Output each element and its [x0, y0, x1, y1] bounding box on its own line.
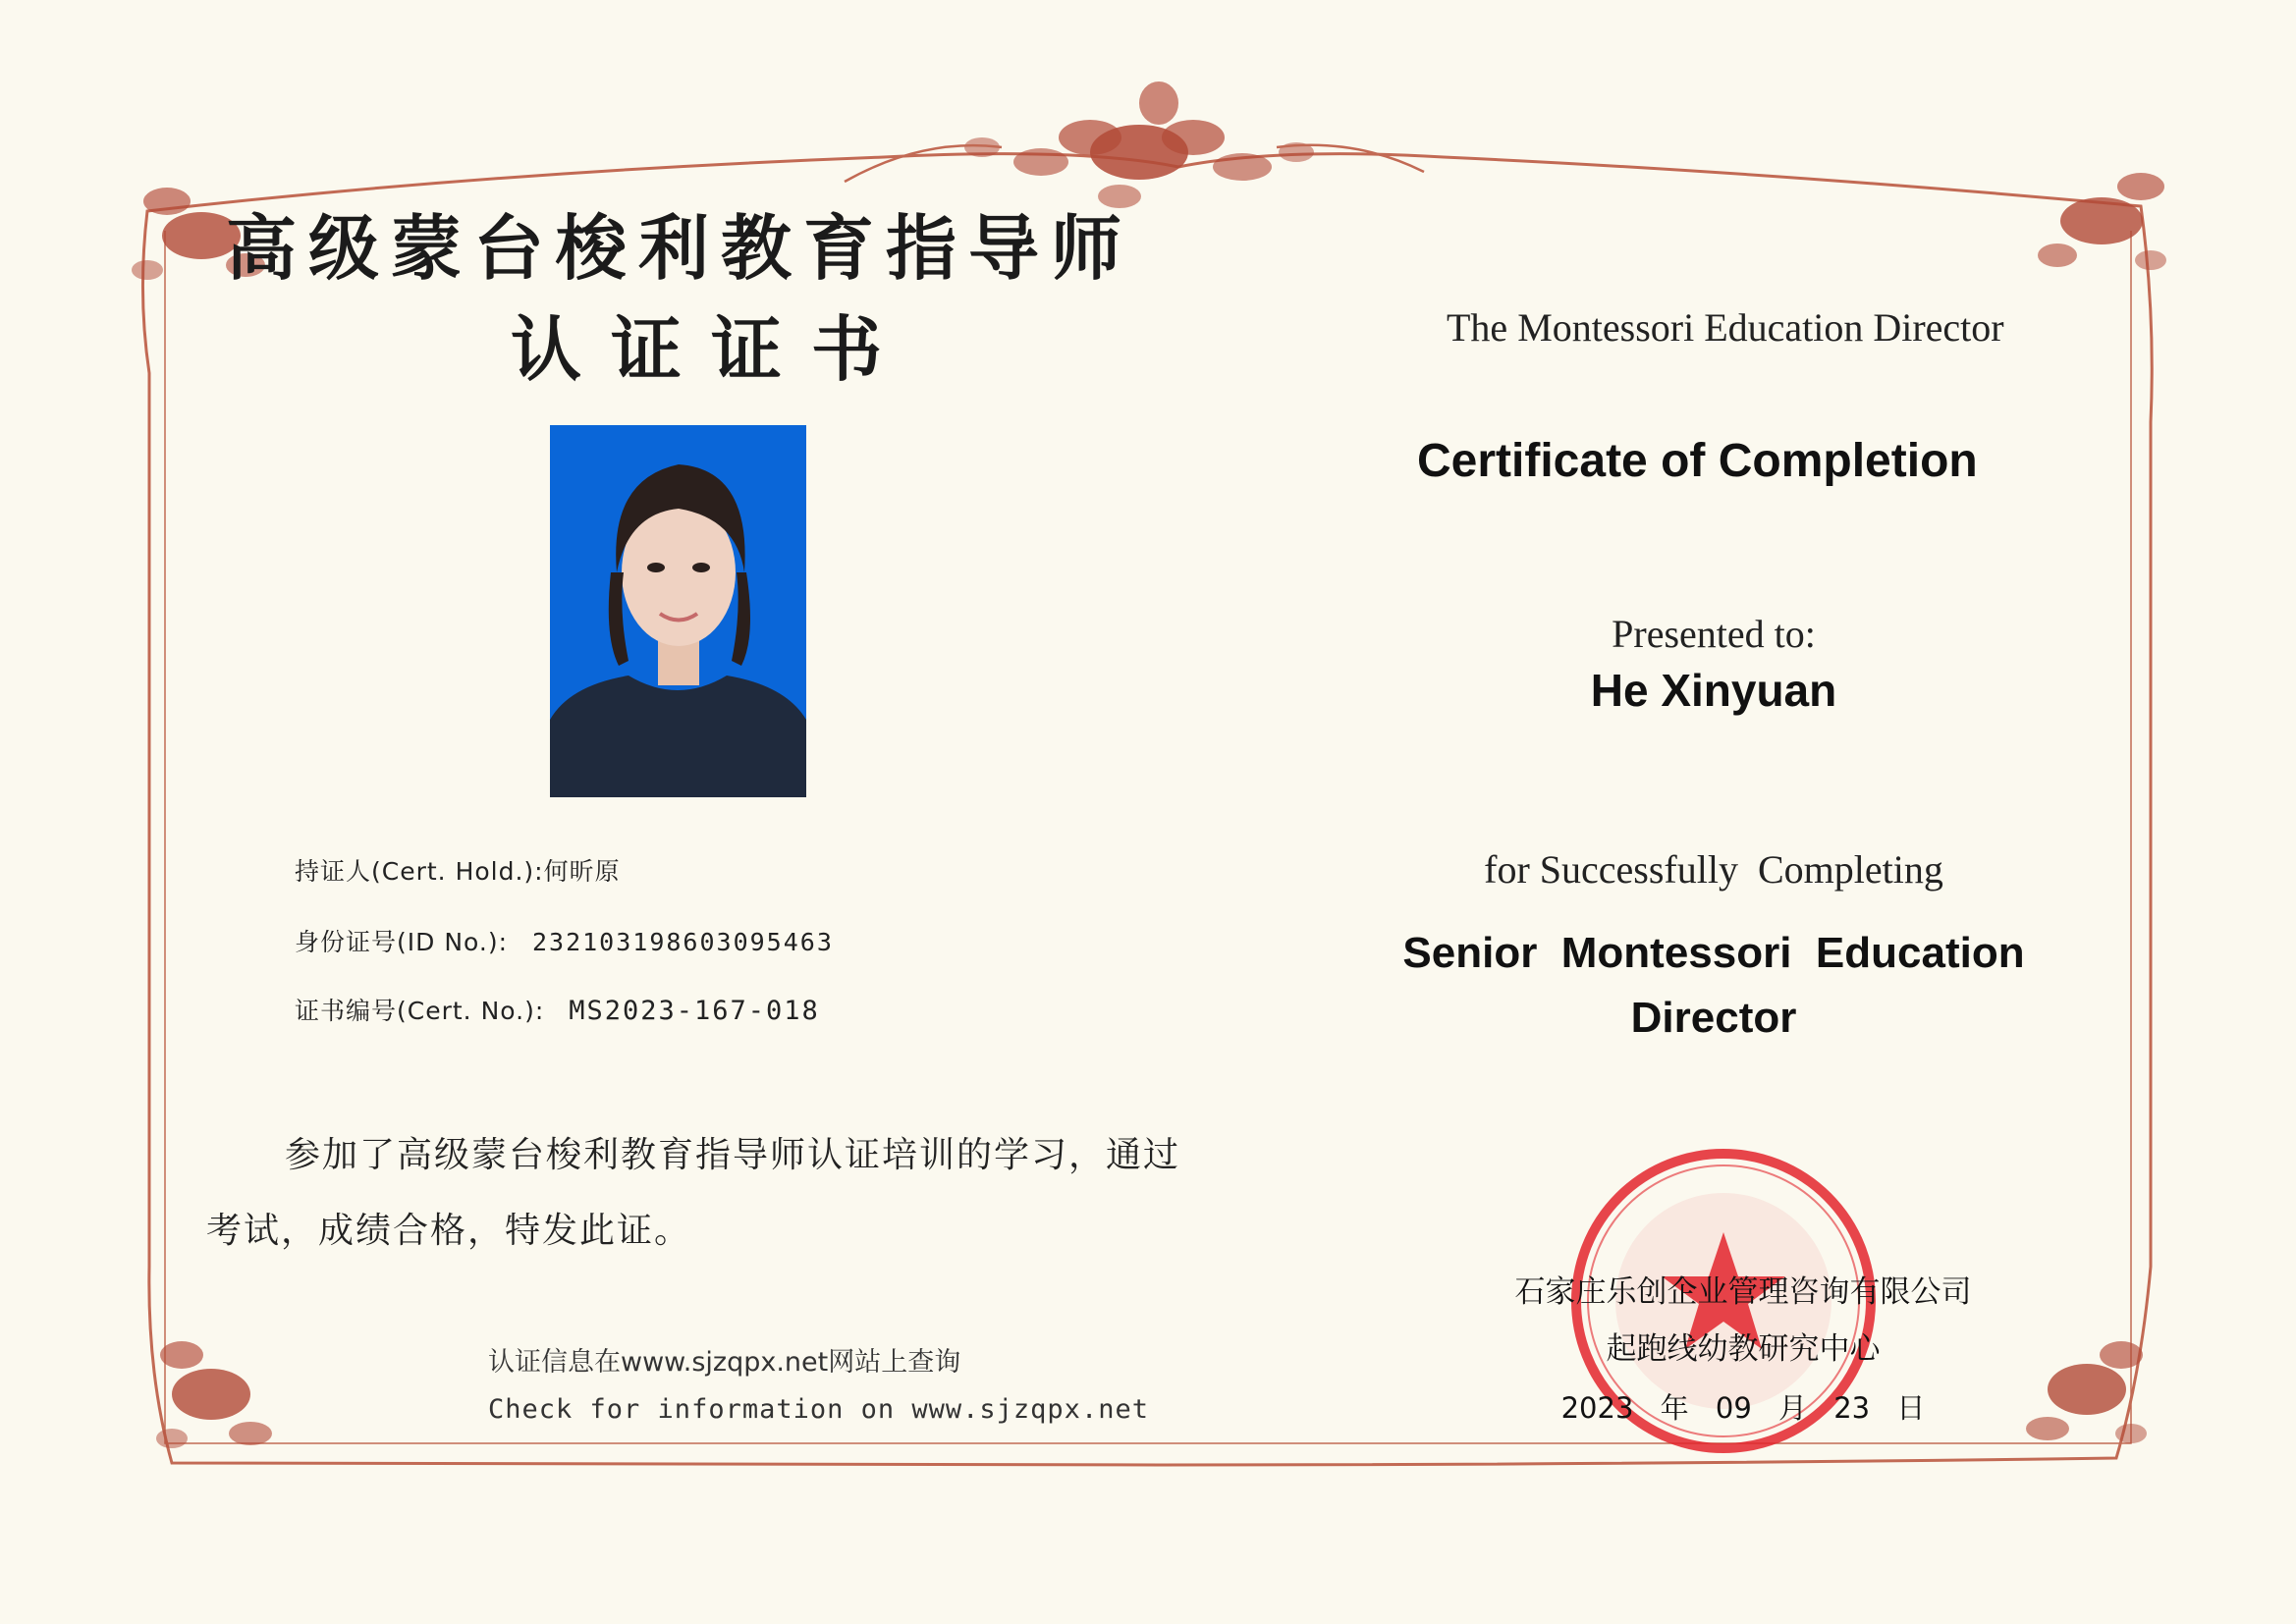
- body-line-1: 参加了高级蒙台梭利教育指导师认证培训的学习，通过: [285, 1135, 1181, 1175]
- issuer-line-1: 石家庄乐创企业管理咨询有限公司: [1514, 1274, 1972, 1310]
- date-month: 09: [1715, 1391, 1752, 1425]
- subtitle-cn: 认证证书: [511, 308, 912, 391]
- date-month-unit: 月: [1778, 1391, 1808, 1425]
- portrait-image: [550, 425, 806, 797]
- holder-name-cn: 何昕原: [543, 857, 621, 886]
- holder-name-en: He Xinyuan: [1590, 665, 1837, 716]
- issue-date: [1399, 1386, 2087, 1427]
- en-title: Certificate of Completion: [1417, 435, 1978, 487]
- completing-label: for Successfully Completing: [1484, 847, 1943, 892]
- date-year: 2023: [1560, 1391, 1634, 1425]
- date-day-unit: 日: [1896, 1391, 1926, 1425]
- cert-no-info-line: [295, 992, 820, 1027]
- holder-photo: [550, 425, 806, 797]
- presented-label: Presented to:: [1612, 612, 1816, 656]
- cert-no-label: 证书编号(Cert. No.):: [295, 997, 545, 1025]
- corner-floral-bottom-left: [156, 1341, 272, 1448]
- verify-en: Check for information on www.sjzqpx.net: [488, 1394, 1149, 1425]
- holder-label: 持证人(Cert. Hold.):: [295, 857, 544, 886]
- issuer-line-2: 起跑线幼教研究中心: [1606, 1331, 1881, 1367]
- corner-floral-top-right: [2038, 173, 2166, 270]
- en-heading: The Montessori Education Director: [1447, 305, 2004, 350]
- title-cn: 高级蒙台梭利教育指导师: [226, 207, 1134, 290]
- program-line-1: Senior Montessori Education: [1402, 929, 2025, 977]
- body-line-2: 考试，成绩合格，特发此证。: [206, 1211, 692, 1251]
- date-year-unit: 年: [1660, 1391, 1689, 1425]
- id-number: 232103198603095463: [531, 928, 834, 956]
- top-floral-ornament: [964, 81, 1314, 208]
- id-label: 身份证号(ID No.):: [295, 928, 509, 956]
- holder-info-line: [295, 852, 621, 888]
- program-line-2: Director: [1630, 994, 1797, 1042]
- id-info-line: [295, 923, 834, 958]
- cert-number: MS2023-167-018: [569, 996, 820, 1026]
- date-day: 23: [1833, 1391, 1871, 1425]
- verify-cn: 认证信息在www.sjzqpx.net网站上查询: [488, 1347, 961, 1378]
